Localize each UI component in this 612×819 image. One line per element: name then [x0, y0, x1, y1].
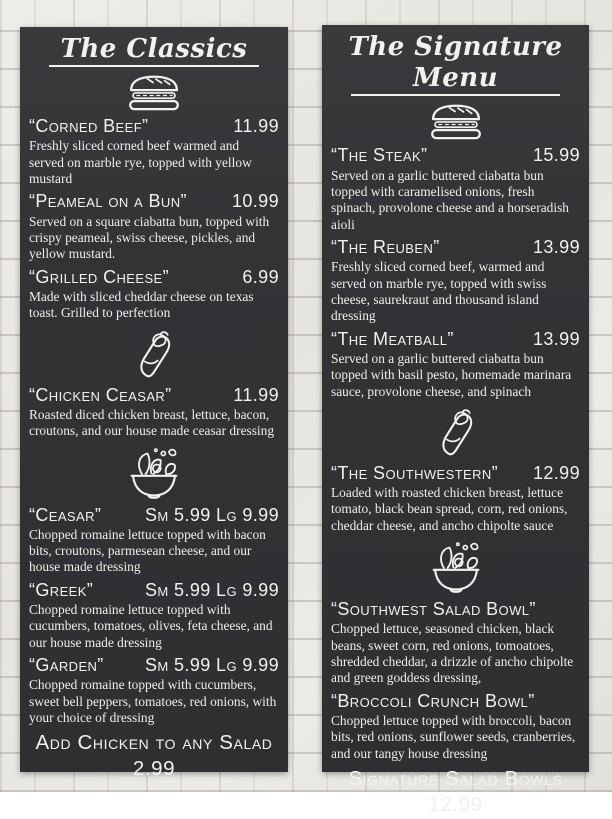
item-name: “The Steak”	[331, 145, 428, 166]
item-price: 12.99	[532, 462, 580, 483]
footer-label: Signature Salad Bowls	[348, 767, 563, 790]
item-description: Served on a square ciabatta bun, topped with crispy peameal, swiss cheese, pickles, and yellow mustard.	[29, 213, 270, 262]
item-description: Loaded with roasted chicken breast, lettuce tomato, black bean spread, corn, red onions, cheddar cheese, and ancho chipolte sauce	[331, 485, 568, 533]
salad-bowl-icon	[426, 541, 486, 595]
sandwich-icon	[121, 72, 187, 112]
menu-item-corned-beef	[29, 116, 279, 187]
item-description: Freshly sliced corned beef warmed and served on marble rye, topped with yellow mustard	[29, 138, 252, 187]
item-description: Served on a garlic buttered ciabatta bun topped with basil pesto, homemade marinara sauce, provolone cheese, and spinach	[331, 350, 572, 399]
item-price: 13.99	[532, 328, 580, 349]
item-price: 6.99	[242, 266, 279, 287]
classics-menu-panel	[20, 27, 288, 780]
item-description: Made with sliced cheddar cheese on texas toast. Grilled to perfection	[29, 288, 254, 321]
item-price: 10.99	[231, 191, 279, 212]
classics-footer	[29, 730, 279, 783]
item-price: Sm 5.99 Lg 9.99	[144, 655, 279, 676]
menu-item-ceasar-salad	[29, 505, 279, 576]
item-description: Roasted diced chicken breast, lettuce, bacon, croutons, and our house made ceasar dressing	[29, 406, 275, 439]
signature-title: The Signature Menu	[348, 32, 563, 94]
menu-item-southwest-salad-bowl	[331, 599, 580, 687]
signature-footer	[331, 766, 580, 819]
menu-item-broccoli-crunch-bowl	[331, 691, 580, 762]
item-price: 11.99	[233, 116, 279, 137]
item-description: Chopped lettuce, seasoned chicken, black beans, sweet corn, red onions, tomoatoes, shredded cheddar, a drizzle of ancho chipolte and green goddess dressing,	[331, 621, 574, 686]
item-name: “Garden”	[29, 655, 104, 676]
item-name: “Peameal on a Bun”	[29, 191, 187, 212]
signature-menu-panel	[322, 25, 589, 816]
item-name: “Ceasar”	[29, 504, 102, 525]
item-price: Sm 5.99 Lg 9.99	[144, 504, 279, 525]
item-name: “Greek”	[29, 579, 94, 600]
item-price: 11.99	[233, 384, 279, 405]
classics-wrap-section	[29, 326, 279, 444]
item-name: “Southwest Salad Bowl”	[331, 599, 536, 620]
classics-sandwich-section	[29, 69, 279, 325]
item-name: “Grilled Cheese”	[29, 266, 169, 287]
classics-title: The Classics	[60, 34, 248, 64]
item-description: Chopped romaine lettuce topped with cucumbers, tomatoes, olives, feta cheese, and our house made dressing	[29, 602, 273, 650]
signature-wrap-section	[331, 404, 580, 538]
footer-price: 2.99	[132, 756, 176, 780]
item-description: Served on a garlic buttered ciabatta bun topped with caramelised onions, fresh spinach, provolone cheese and a horseradish aioli	[331, 167, 569, 232]
title-underline	[351, 94, 560, 96]
salad-bowl-icon	[124, 447, 184, 501]
item-price: Sm 5.99 Lg 9.99	[144, 579, 279, 600]
item-description: Chopped lettuce topped with broccoli, bacon bits, red onions, sunflower seeds, cranberries, and our tangy house dressing	[331, 712, 576, 761]
wrap-icon	[434, 407, 478, 459]
footer-price: 12.99	[428, 792, 483, 816]
item-name: “Corned Beef”	[29, 116, 149, 137]
item-name: “Broccoli Crunch Bowl”	[331, 690, 535, 711]
sandwich-icon	[423, 101, 489, 141]
signature-sandwich-section	[331, 98, 580, 403]
item-name: “The Meatball”	[331, 328, 454, 349]
footer-label: Add Chicken to any Salad	[35, 731, 273, 755]
menu-item-the-southwestern	[331, 463, 580, 534]
menu-item-chicken-ceasar	[29, 385, 279, 440]
item-description: Freshly sliced corned beef, warmed and served on marble rye, topped with swiss cheese, saurekraut and thousand island dressing	[331, 259, 547, 324]
item-description: Chopped romaine topped with cucumbers, sweet bell peppers, tomatoes, red onions, with your choice of dressing	[29, 677, 277, 726]
item-price: 15.99	[532, 145, 580, 166]
menu-item-the-steak	[331, 145, 580, 233]
menu-item-grilled-cheese	[29, 267, 279, 322]
item-name: “The Reuben”	[331, 236, 440, 257]
menu-item-the-meatball	[331, 329, 580, 400]
menu-item-the-reuben	[331, 237, 580, 325]
item-name: “Chicken Ceasar”	[29, 384, 172, 405]
signature-salad-section	[331, 538, 580, 766]
item-name: “The Southwestern”	[331, 462, 499, 483]
menu-item-garden-salad	[29, 655, 279, 726]
classics-salad-section	[29, 444, 279, 731]
item-price: 13.99	[532, 236, 580, 257]
menu-item-greek-salad	[29, 580, 279, 651]
wrap-icon	[132, 329, 176, 381]
title-underline	[49, 65, 259, 67]
item-description: Chopped romaine lettuce topped with bacon bits, croutons, parmesean cheese, and our house made dressing	[29, 526, 266, 575]
menu-item-peameal	[29, 191, 279, 262]
